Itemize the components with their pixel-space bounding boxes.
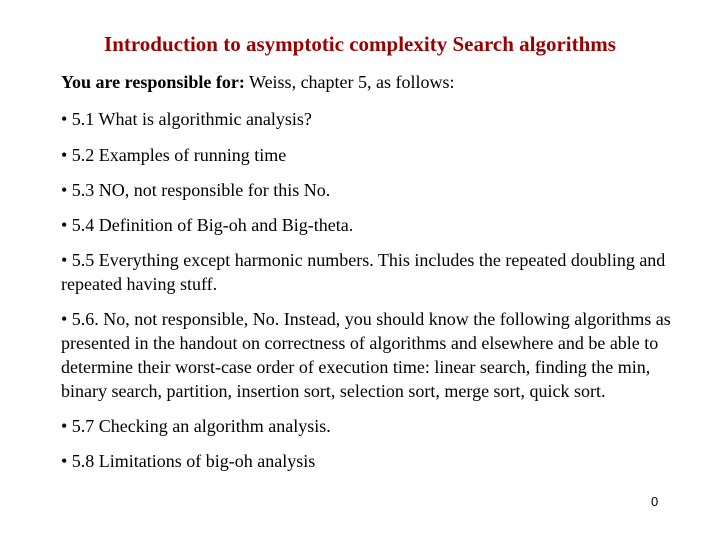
intro-line xyxy=(61,70,455,94)
page-number: 0 xyxy=(651,494,659,509)
bullet-item: • 5.1 What is algorithmic analysis? xyxy=(61,109,312,129)
slide-title: Introduction to asymptotic complexity Search algorithms xyxy=(104,32,616,56)
bullet-item: • 5.3 NO, not responsible for this No. xyxy=(61,180,331,200)
bullet-item: • 5.2 Examples of running time xyxy=(61,145,287,165)
bullet-item: • 5.7 Checking an algorithm analysis. xyxy=(61,416,331,436)
bullet-item: • 5.5 Everything except harmonic numbers. This includes the repeated doubling and repeated having stuff. xyxy=(61,250,666,294)
bullet-item: • 5.8 Limitations of big-oh analysis xyxy=(61,451,316,471)
bullet-item: • 5.4 Definition of Big-oh and Big-theta. xyxy=(61,215,354,235)
bullet-item: • 5.6. No, not responsible, No. Instead, you should know the following algorithms as presented in the handout on correctness of algorithms and elsewhere and be able to determine their worst-case order of execution time: linear search, finding the min, binary search, partition, insertion sort, selection sort, merge sort, quick sort. xyxy=(61,309,671,401)
bullet-list xyxy=(61,107,681,484)
intro-lead: You are responsible for: xyxy=(61,72,245,92)
intro-rest: Weiss, chapter 5, as follows: xyxy=(244,72,455,92)
